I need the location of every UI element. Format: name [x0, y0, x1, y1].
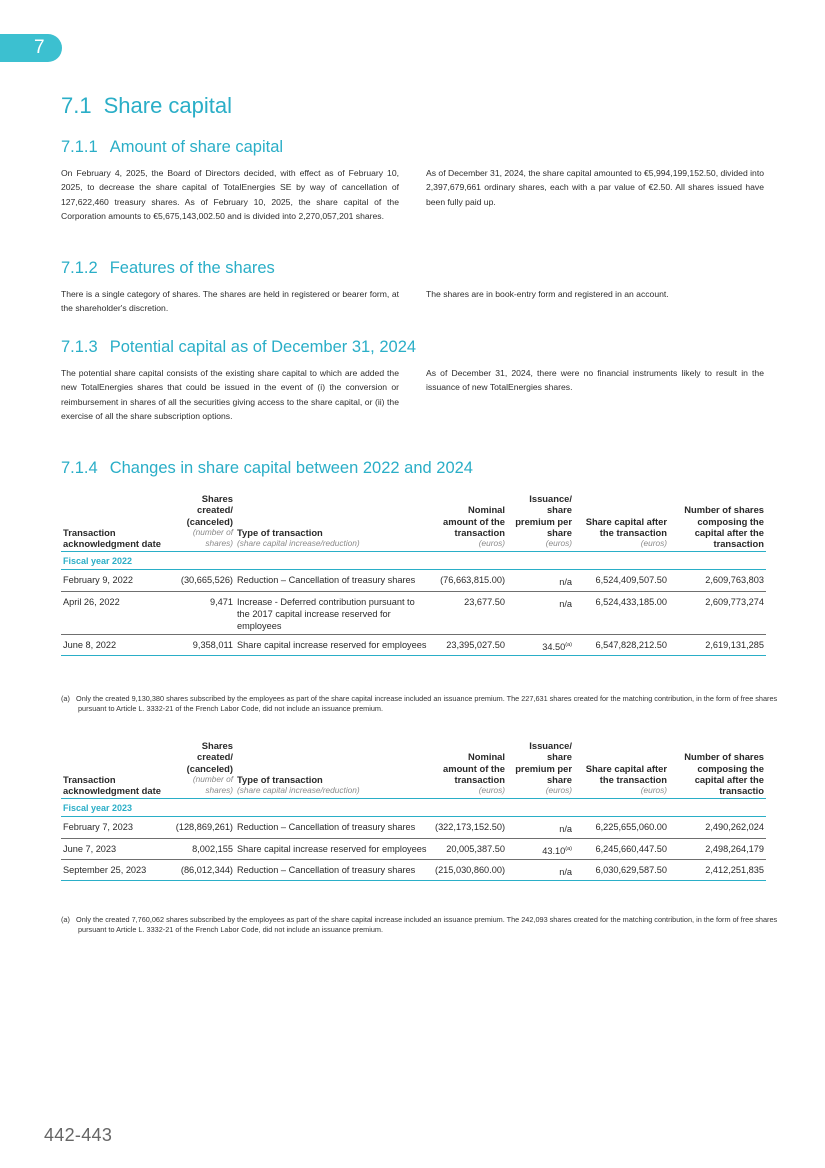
- cell-nominal: 23,677.50: [464, 596, 505, 607]
- cell-shares: (128,869,261): [175, 822, 233, 833]
- heading-7-1-2: [61, 259, 275, 278]
- heading-number: 7.1.1: [61, 138, 98, 156]
- paragraph-7-1-2-right: The shares are in book-entry form and registered in an account.: [426, 289, 669, 299]
- share-capital-table-2022: [61, 493, 766, 656]
- cell-number: 2,412,251,835: [705, 864, 764, 875]
- cell-type: Reduction – Cancellation of treasury shares: [237, 864, 416, 875]
- col-header-nominal: Nominal amount of the transaction (euros): [443, 504, 505, 549]
- cell-capital: 6,524,433,185.00: [595, 596, 667, 607]
- paragraph-7-1-1-left: On February 4, 2025, the Board of Directors decided, with effect as of February 10, 2025, to decrease the share capital of TotalEnergies SE by way of cancellation of 127,622,460 treasury shares. As of February 10, 2025, the share capital of the Corporation amounts to €5,675,143,002.50 and is divided into 2,270,057,201 shares.: [61, 168, 399, 222]
- col-header-capital: Share capital after the transaction (euros): [585, 762, 667, 796]
- cell-shares: (86,012,344): [180, 864, 233, 875]
- heading-number: 7.1.3: [61, 338, 98, 356]
- table-row: [61, 838, 766, 859]
- cell-number: 2,609,773,274: [705, 596, 764, 607]
- col-header-type: Type of transaction (share capital increase/reduction): [237, 773, 360, 796]
- col-header-number: Number of shares composing the capital after the transaction: [684, 504, 764, 550]
- cell-premium: n/a: [559, 824, 572, 835]
- table-row: [61, 817, 766, 838]
- col-header-shares: Shares created/ (canceled) (number of shares): [186, 740, 233, 796]
- cell-premium: 43.10$^{(a)}$: [542, 845, 572, 856]
- cell-type: Share capital increase reserved for employees: [237, 639, 427, 650]
- col-header-number: Number of shares composing the capital after the transactio: [684, 751, 764, 797]
- heading-number: 7.1.4: [61, 459, 98, 477]
- cell-capital: 6,225,655,060.00: [595, 822, 667, 833]
- cell-capital: 6,524,409,507.50: [595, 575, 667, 586]
- section-title-text: Share capital: [103, 93, 233, 118]
- fiscal-year-label: Fiscal year 2022: [63, 556, 133, 567]
- cell-shares: 8,002,155: [192, 843, 233, 854]
- cell-nominal: 20,005,387.50: [446, 843, 505, 854]
- cell-date: June 7, 2023: [63, 843, 117, 854]
- cell-type: Share capital increase reserved for employees: [237, 843, 427, 854]
- col-header-premium: Issuance/ share premium per share (euros): [515, 740, 572, 796]
- table-row: [61, 859, 766, 880]
- share-capital-table-2023: [61, 740, 766, 881]
- table-row: [61, 570, 766, 591]
- col-header-date: Transaction acknowledgment date: [63, 773, 161, 797]
- cell-capital: 6,030,629,587.50: [595, 864, 667, 875]
- cell-date: September 25, 2023: [63, 864, 147, 875]
- fiscal-year-label: Fiscal year 2023: [63, 803, 133, 814]
- heading-text: Features of the shares: [109, 259, 275, 277]
- cell-nominal: 23,395,027.50: [446, 639, 505, 650]
- table-header-row: [61, 493, 766, 552]
- cell-shares: (30,665,526): [180, 575, 233, 586]
- heading-text: Changes in share capital between 2022 and 2024: [109, 459, 473, 477]
- col-header-shares: Shares created/ (canceled) (number of shares): [186, 493, 233, 549]
- fiscal-year-row: [61, 799, 766, 817]
- col-header-nominal: Nominal amount of the transaction (euros): [443, 751, 505, 796]
- cell-date: February 9, 2022: [63, 575, 133, 586]
- cell-premium: n/a: [559, 577, 572, 588]
- footnote-2023: (a) Only the created 7,760,062 shares subscribed by the employees as part of the share capital increase included an issuance premium. The 242,093 shares created for the matching contribution, in the form of free shares pursuant to Article L. 3332-21 of the French Labor Code, did not include an issuance premium.: [61, 915, 778, 934]
- col-header-type: Type of transaction (share capital increase/reduction): [237, 526, 360, 549]
- fiscal-year-row: [61, 552, 766, 570]
- heading-text: Potential capital as of December 31, 2024: [109, 338, 417, 356]
- cell-number: 2,498,264,179: [705, 843, 764, 854]
- col-header-date: Transaction acknowledgment date: [63, 526, 161, 550]
- cell-nominal: (215,030,860.00): [435, 864, 505, 875]
- paragraph-7-1-3-right: As of December 31, 2024, there were no financial instruments likely to result in the issuance of new TotalEnergies shares.: [426, 368, 764, 393]
- cell-premium: n/a: [559, 598, 572, 609]
- cell-shares: 9,358,011: [192, 639, 233, 650]
- heading-7-1-4: [61, 459, 473, 478]
- chapter-tab: 7: [0, 34, 62, 62]
- paragraph-7-1-2-left: There is a single category of shares. The shares are held in registered or bearer form, at the shareholder's discretion.: [61, 289, 399, 314]
- cell-type: Increase - Deferred contribution pursuant to the 2017 capital increase reserved for employees: [237, 596, 415, 631]
- cell-shares: 9,471: [210, 596, 233, 607]
- cell-number: 2,609,763,803: [705, 575, 764, 586]
- paragraph-7-1-1-right: As of December 31, 2024, the share capital amounted to €5,994,199,152.50, divided into 2,397,679,661 ordinary shares, each with a par value of €2.50. All shares issued have been fully paid up.: [426, 168, 764, 207]
- cell-date: April 26, 2022: [63, 596, 120, 607]
- cell-date: June 8, 2022: [63, 639, 117, 650]
- cell-capital: 6,547,828,212.50: [595, 639, 667, 650]
- cell-number: 2,490,262,024: [705, 822, 764, 833]
- cell-capital: 6,245,660,447.50: [595, 843, 667, 854]
- table-header-row: [61, 740, 766, 799]
- section-number: 7.1: [61, 93, 92, 118]
- heading-7-1-1: [61, 138, 283, 157]
- cell-type: Reduction – Cancellation of treasury shares: [237, 575, 416, 586]
- cell-date: February 7, 2023: [63, 822, 133, 833]
- cell-nominal: (76,663,815.00): [440, 575, 505, 586]
- cell-premium: n/a: [559, 866, 572, 877]
- paragraph-7-1-3-left: The potential share capital consists of the existing share capital to which are added the new TotalEnergies shares that could be issued in the event of (i) the conversion or reimbursement in shares of all the securities giving access to the share capital, or (ii) the exercise of all the share subscription options.: [61, 368, 399, 422]
- heading-number: 7.1.2: [61, 259, 98, 277]
- col-header-premium: Issuance/ share premium per share (euros): [515, 493, 572, 549]
- table-row: [61, 591, 766, 634]
- section-title: [61, 93, 232, 119]
- heading-text: Amount of share capital: [109, 138, 284, 156]
- cell-type: Reduction – Cancellation of treasury shares: [237, 822, 416, 833]
- col-header-capital: Share capital after the transaction (euros): [585, 515, 667, 549]
- page-number: 442-443: [44, 1125, 113, 1145]
- cell-premium: 34.50$^{(a)}$: [542, 641, 572, 652]
- cell-number: 2,619,131,285: [705, 639, 764, 650]
- heading-7-1-3: [61, 338, 416, 357]
- table-row: [61, 634, 766, 655]
- cell-nominal: (322,173,152.50): [435, 822, 505, 833]
- footnote-2022: (a) Only the created 9,130,380 shares subscribed by the employees as part of the share capital increase included an issuance premium. The 227,631 shares created for the matching contribution, in the form of free shares pursuant to Article L. 3332-21 of the French Labor Code, did not include an issuance premium.: [61, 694, 778, 713]
